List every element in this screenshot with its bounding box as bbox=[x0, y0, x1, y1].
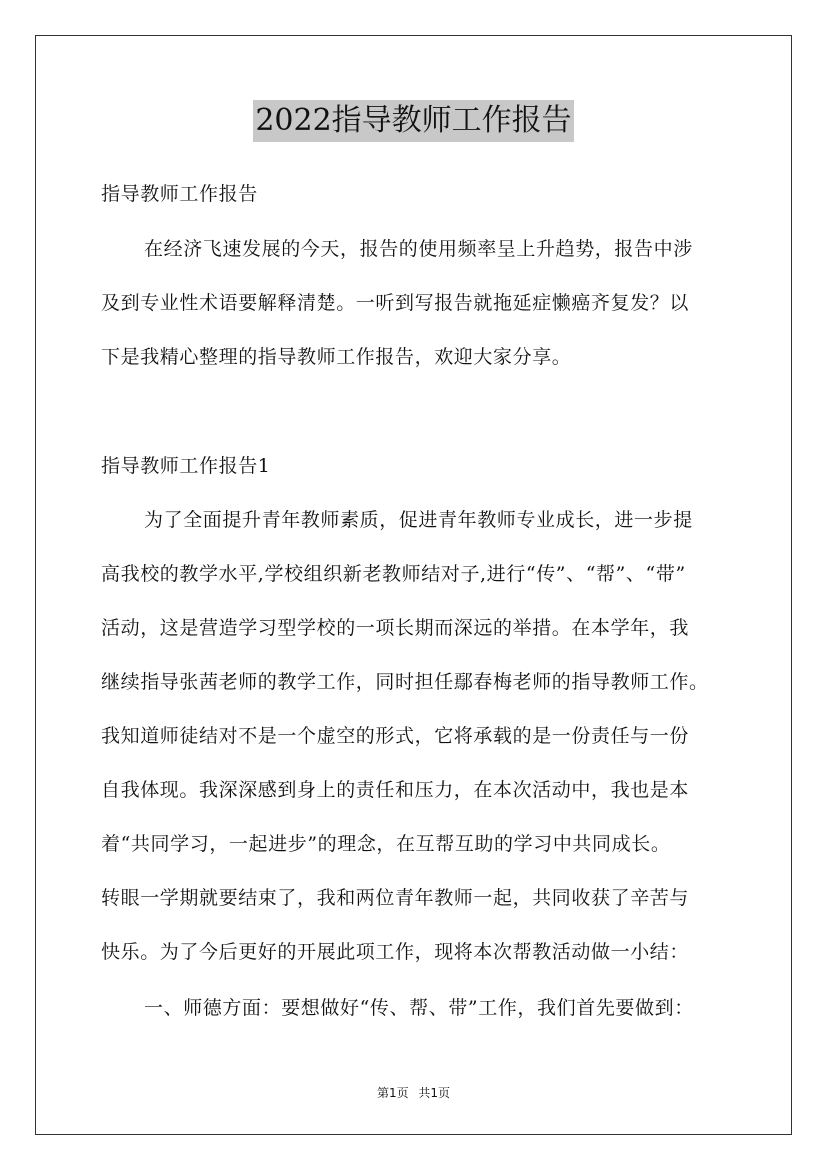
title-container bbox=[0, 100, 827, 142]
body-line: 为了全面提升青年教师素质，促进青年教师专业成长，进一步提 bbox=[144, 509, 693, 531]
document-title: 2022指导教师工作报告 bbox=[253, 100, 573, 142]
page-footer bbox=[0, 1084, 827, 1101]
intro-line: 下是我精心整理的指导教师工作报告，欢迎大家分享。 bbox=[101, 346, 572, 368]
body-line: 自我体现。我深深感到身上的责任和压力，在本次活动中，我也是本 bbox=[101, 779, 690, 801]
body-line: 快乐。为了今后更好的开展此项工作，现将本次帮教活动做一小结： bbox=[101, 941, 690, 963]
intro-line: 及到专业性术语要解释清楚。一听到写报告就拖延症懒癌齐复发？以 bbox=[101, 292, 690, 314]
section-heading: 指导教师工作报告1 bbox=[101, 455, 271, 477]
body-line: 活动，这是营造学习型学校的一项长期而深远的举措。在本学年，我 bbox=[101, 617, 690, 639]
page-number: 第1页 bbox=[376, 1086, 409, 1100]
intro-line: 在经济飞速发展的今天，报告的使用频率呈上升趋势，报告中涉 bbox=[144, 238, 693, 260]
page-count: 共1页 bbox=[418, 1086, 451, 1100]
body-line: 着“共同学习，一起进步”的理念，在互帮互助的学习中共同成长。 bbox=[101, 833, 671, 855]
body-line: 高我校的教学水平,学校组织新老教师结对子,进行“传”、“帮”、“带” bbox=[101, 563, 686, 585]
body-line: 转眼一学期就要结束了，我和两位青年教师一起，共同收获了辛苦与 bbox=[101, 887, 690, 909]
body-line: 一、师德方面：要想做好“传、帮、带”工作，我们首先要做到： bbox=[144, 997, 694, 1019]
document-subtitle: 指导教师工作报告 bbox=[101, 183, 258, 205]
body-line: 我知道师徒结对不是一个虚空的形式，它将承载的是一份责任与一份 bbox=[101, 725, 690, 747]
body-line: 继续指导张茜老师的教学工作，同时担任鄢春梅老师的指导教师工作。 bbox=[101, 671, 709, 693]
